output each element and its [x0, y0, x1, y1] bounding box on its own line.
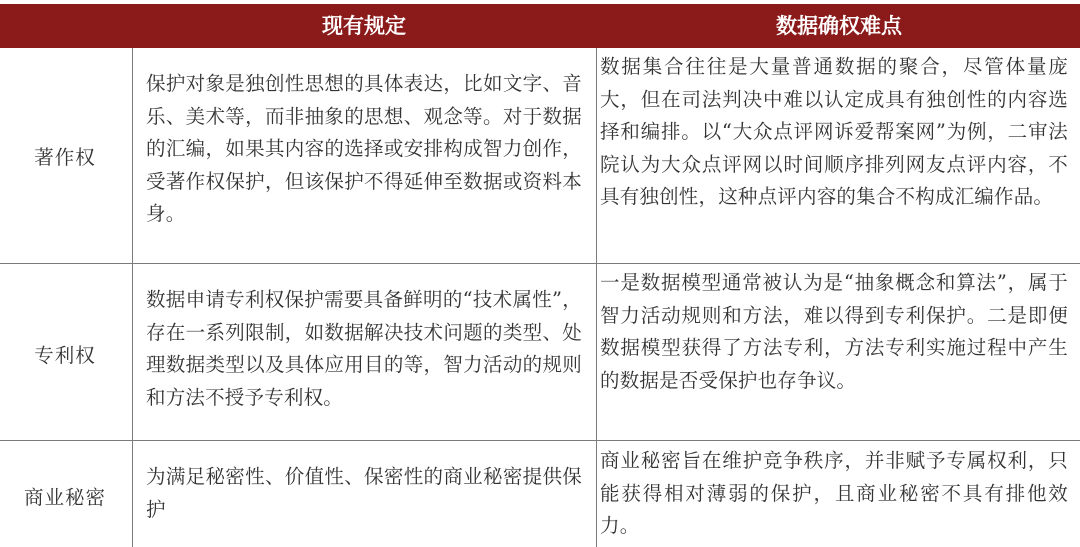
row-label-copyright: 著作权: [34, 146, 96, 169]
row-divider: [0, 440, 1080, 441]
header-label-cell: [0, 4, 130, 48]
rule-trade-secret: 为满足秘密性、价值性、保密性的商业秘密提供保护: [146, 465, 582, 521]
difficulty-copyright: 数据集合往往是大量普通数据的聚合，尽管体量庞大，但在司法判决中难以认定成具有独创性的内容选择和编排。以“大众点评网诉爱帮案网”为例，二审法院认为大众点评网以时间顺序排列网友点评内容，不具有独创性，这种点评内容的集合不构成汇编作品。: [600, 55, 1068, 208]
header-difficulties: 数据确权难点: [776, 13, 902, 38]
rule-copyright: 保护对象是独创性思想的具体表达，比如文字、音乐、美术等，而非抽象的思想、观念等。对于数据的汇编，如果其内容的选择或安排构成智力创作，受著作权保护，但该保护不得延伸至数据或资料本身。: [146, 72, 582, 225]
difficulty-trade-secret: 商业秘密旨在维护竞争秩序，并非赋予专属权利，只能获得相对薄弱的保护，且商业秘密不具有排他效力。: [600, 449, 1068, 537]
row-divider: [0, 263, 1080, 264]
column-divider-left: [132, 48, 133, 547]
row-label-trade-secret: 商业秘密: [23, 486, 106, 509]
rule-patent: 数据申请专利权保护需要具备鲜明的“技术属性”，存在一系列限制，如数据解决技术问题的类型、处理数据类型以及具体应用目的等，智力活动的规则和方法不授予专利权。: [146, 288, 582, 409]
difficulty-patent: 一是数据模型通常被认为是“抽象概念和算法”，属于智力活动规则和方法，难以得到专利保护。二是即便数据模型获得了方法专利，方法专利实施过程中产生的数据是否受保护也存争议。: [600, 271, 1068, 392]
column-divider-right: [596, 48, 597, 547]
row-label-patent: 专利权: [34, 344, 96, 367]
header-current-rules: 现有规定: [322, 13, 406, 38]
table-header: [0, 4, 1080, 48]
